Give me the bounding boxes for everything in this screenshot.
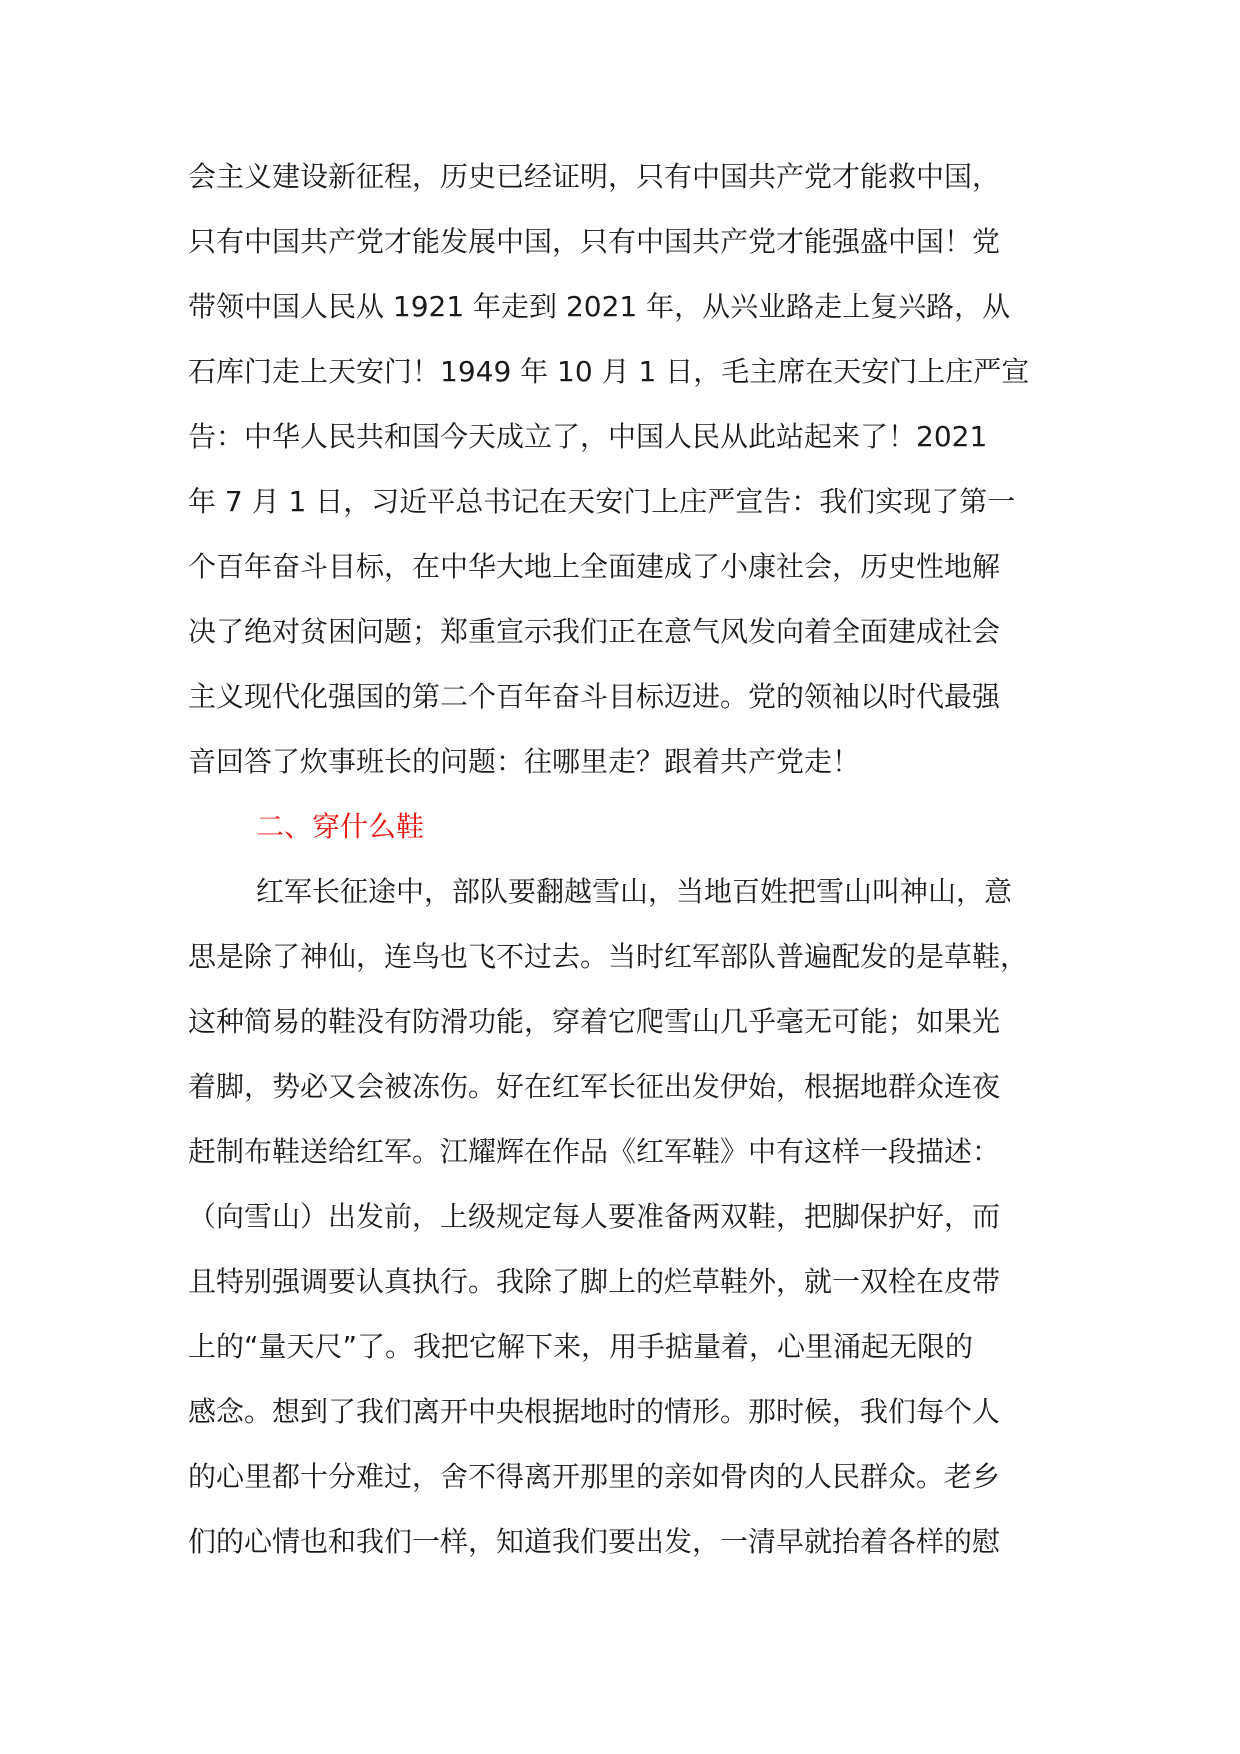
- paragraph-line: 的心里都十分难过，舍不得离开那里的亲如骨肉的人民群众。老乡: [188, 1460, 1001, 1493]
- paragraph-line: 石库门走上天安门！1949 年 10 月 1 日，毛主席在天安门上庄严宣: [188, 355, 1030, 388]
- paragraph-line: 音回答了炊事班长的问题：往哪里走？跟着共产党走！: [188, 745, 861, 778]
- paragraph-2: [188, 859, 1048, 1574]
- paragraph-line: 会主义建设新征程，历史已经证明，只有中国共产党才能救中国，: [188, 160, 1001, 193]
- paragraph-line: 着脚，势必又会被冻伤。好在红军长征出发伊始，根据地群众连夜: [188, 1070, 1001, 1103]
- paragraph-line: 告：中华人民共和国今天成立了，中国人民从此站起来了！2021: [188, 420, 988, 453]
- paragraph-line: 思是除了神仙，连鸟也飞不过去。当时红军部队普遍配发的是草鞋，: [188, 940, 1029, 973]
- paragraph-line: 决了绝对贫困问题；郑重宣示我们正在意气风发向着全面建成社会: [188, 615, 1001, 648]
- paragraph-line: 上的“量天尺”了。我把它解下来，用手掂量着，心里涌起无限的: [188, 1330, 974, 1363]
- paragraph-line: 带领中国人民从 1921 年走到 2021 年，从兴业路走上复兴路，从: [188, 290, 1011, 323]
- paragraph-line: 主义现代化强国的第二个百年奋斗目标迈进。党的领袖以时代最强: [188, 680, 1001, 713]
- paragraph-line: 且特别强调要认真执行。我除了脚上的烂草鞋外，就一双栓在皮带: [188, 1265, 1001, 1298]
- paragraph-line: 感念。想到了我们离开中央根据地时的情形。那时候，我们每个人: [188, 1395, 1001, 1428]
- paragraph-line: 只有中国共产党才能发展中国，只有中国共产党才能强盛中国！党: [188, 225, 1001, 258]
- paragraph-line: 个百年奋斗目标，在中华大地上全面建成了小康社会，历史性地解: [188, 550, 1001, 583]
- paragraph-line: （向雪山）出发前，上级规定每人要准备两双鞋，把脚保护好，而: [188, 1200, 1001, 1233]
- paragraph-line: 这种简易的鞋没有防滑功能，穿着它爬雪山几乎毫无可能；如果光: [188, 1005, 1001, 1038]
- paragraph-line: 红军长征途中，部队要翻越雪山，当地百姓把雪山叫神山，意: [256, 875, 1013, 908]
- section-heading: 二、穿什么鞋: [256, 810, 425, 843]
- paragraph-line: 赶制布鞋送给红军。江耀辉在作品《红军鞋》中有这样一段描述：: [188, 1135, 1001, 1168]
- paragraph-line: 年 7 月 1 日，习近平总书记在天安门上庄严宣告：我们实现了第一: [188, 485, 1016, 518]
- paragraph-1: [188, 144, 1048, 794]
- section-heading-block: [256, 794, 1116, 859]
- paragraph-line: 们的心情也和我们一样，知道我们要出发，一清早就抬着各样的慰: [188, 1525, 1001, 1558]
